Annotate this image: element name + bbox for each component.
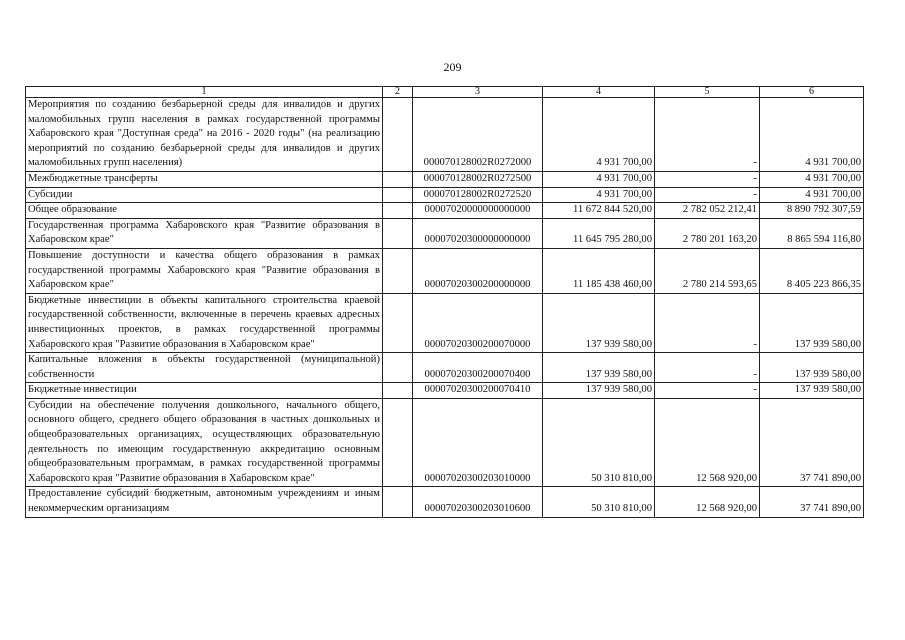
row-col6: 8 865 594 116,80 — [760, 218, 864, 248]
row-col5: 2 780 214 593,65 — [655, 248, 760, 293]
row-col6: 4 931 700,00 — [760, 187, 864, 203]
table-row — [26, 98, 864, 172]
column-header-1: 1 — [26, 87, 383, 98]
row-col6: 8 405 223 866,35 — [760, 248, 864, 293]
row-amount: 137 939 580,00 — [543, 383, 655, 399]
row-col6: 4 931 700,00 — [760, 171, 864, 187]
column-header-4: 4 — [543, 87, 655, 98]
row-col2 — [383, 398, 413, 487]
row-col6: 4 931 700,00 — [760, 98, 864, 172]
row-col5: - — [655, 98, 760, 172]
table-row — [26, 218, 864, 248]
row-amount: 137 939 580,00 — [543, 293, 655, 352]
row-col2 — [383, 293, 413, 352]
row-col5: 12 568 920,00 — [655, 398, 760, 487]
row-name: Повышение доступности и качества общего образования в рамках государственной программы Хабаровского края "Развитие образования в Хабаровском крае" — [26, 248, 383, 293]
row-amount: 50 310 810,00 — [543, 398, 655, 487]
row-col2 — [383, 487, 413, 517]
page-number: 209 — [443, 60, 462, 74]
row-code: 000070128002R0272500 — [413, 171, 543, 187]
row-col6: 37 741 890,00 — [760, 487, 864, 517]
table-row — [26, 487, 864, 517]
row-col6: 137 939 580,00 — [760, 353, 864, 383]
row-col2 — [383, 98, 413, 172]
row-name: Предоставление субсидий бюджетным, автономным учреждениям и иным некоммерческим организациям — [26, 487, 383, 517]
row-code: 00007020300200070000 — [413, 293, 543, 352]
row-col6: 137 939 580,00 — [760, 383, 864, 399]
row-amount: 50 310 810,00 — [543, 487, 655, 517]
row-amount: 11 185 438 460,00 — [543, 248, 655, 293]
row-col2 — [383, 353, 413, 383]
row-amount: 11 672 844 520,00 — [543, 203, 655, 219]
row-code: 00007020000000000000 — [413, 203, 543, 219]
table-row — [26, 248, 864, 293]
row-code: 00007020300000000000 — [413, 218, 543, 248]
row-col5: - — [655, 293, 760, 352]
row-code: 00007020300200070410 — [413, 383, 543, 399]
row-code: 000070128002R0272000 — [413, 98, 543, 172]
row-name: Общее образование — [26, 203, 383, 219]
row-code: 000070128002R0272520 — [413, 187, 543, 203]
row-col2 — [383, 383, 413, 399]
table-row — [26, 187, 864, 203]
row-code: 00007020300203010000 — [413, 398, 543, 487]
table-row — [26, 353, 864, 383]
row-col2 — [383, 218, 413, 248]
row-col5: 2 780 201 163,20 — [655, 218, 760, 248]
row-name: Мероприятия по созданию безбарьерной среды для инвалидов и других маломобильных групп населения в рамках государственной программы Хабаровского края "Доступная среда" на 2016 - 2020 годы" (на реализацию мероприятий по созданию безбарьерной среды для инвалидов и других маломобильных групп населения) — [26, 98, 383, 172]
table-row — [26, 383, 864, 399]
row-name: Государственная программа Хабаровского края "Развитие образования в Хабаровском крае" — [26, 218, 383, 248]
row-code: 00007020300200000000 — [413, 248, 543, 293]
column-header-3: 3 — [413, 87, 543, 98]
table-row — [26, 293, 864, 352]
table-header-row — [26, 87, 864, 98]
row-name: Межбюджетные трансферты — [26, 171, 383, 187]
row-col5: - — [655, 171, 760, 187]
row-col6: 137 939 580,00 — [760, 293, 864, 352]
row-col5: - — [655, 383, 760, 399]
row-name: Бюджетные инвестиции в объекты капитального строительства краевой государственной собственности, включенные в перечень краевых адресных инвестиционных проектов, в рамках государственной программы Хабаровского края "Развитие образования в Хабаровском крае" — [26, 293, 383, 352]
row-col5: 2 782 052 212,41 — [655, 203, 760, 219]
row-code: 00007020300200070400 — [413, 353, 543, 383]
column-header-2: 2 — [383, 87, 413, 98]
row-col2 — [383, 187, 413, 203]
row-col5: 12 568 920,00 — [655, 487, 760, 517]
row-col2 — [383, 171, 413, 187]
row-code: 00007020300203010600 — [413, 487, 543, 517]
row-name: Субсидии на обеспечение получения дошкольного, начального общего, основного общего, среднего общего образования в частных дошкольных и общеобразовательных организациях, осуществляющих образовательную деятельность по имеющим государственную аккредитацию основным общеобразовательным программам, в рамках государственной программы Хабаровского края "Развитие образования в Хабаровском крае" — [26, 398, 383, 487]
row-col6: 37 741 890,00 — [760, 398, 864, 487]
row-amount: 4 931 700,00 — [543, 187, 655, 203]
row-col5: - — [655, 187, 760, 203]
row-name: Бюджетные инвестиции — [26, 383, 383, 399]
row-amount: 137 939 580,00 — [543, 353, 655, 383]
budget-table — [25, 86, 864, 518]
row-name: Капитальные вложения в объекты государственной (муниципальной) собственности — [26, 353, 383, 383]
row-amount: 11 645 795 280,00 — [543, 218, 655, 248]
column-header-5: 5 — [655, 87, 760, 98]
table-row — [26, 398, 864, 487]
row-col2 — [383, 203, 413, 219]
row-col6: 8 890 792 307,59 — [760, 203, 864, 219]
table-row — [26, 171, 864, 187]
table-row — [26, 203, 864, 219]
row-amount: 4 931 700,00 — [543, 98, 655, 172]
column-header-6: 6 — [760, 87, 864, 98]
row-col5: - — [655, 353, 760, 383]
row-col2 — [383, 248, 413, 293]
row-amount: 4 931 700,00 — [543, 171, 655, 187]
row-name: Субсидии — [26, 187, 383, 203]
